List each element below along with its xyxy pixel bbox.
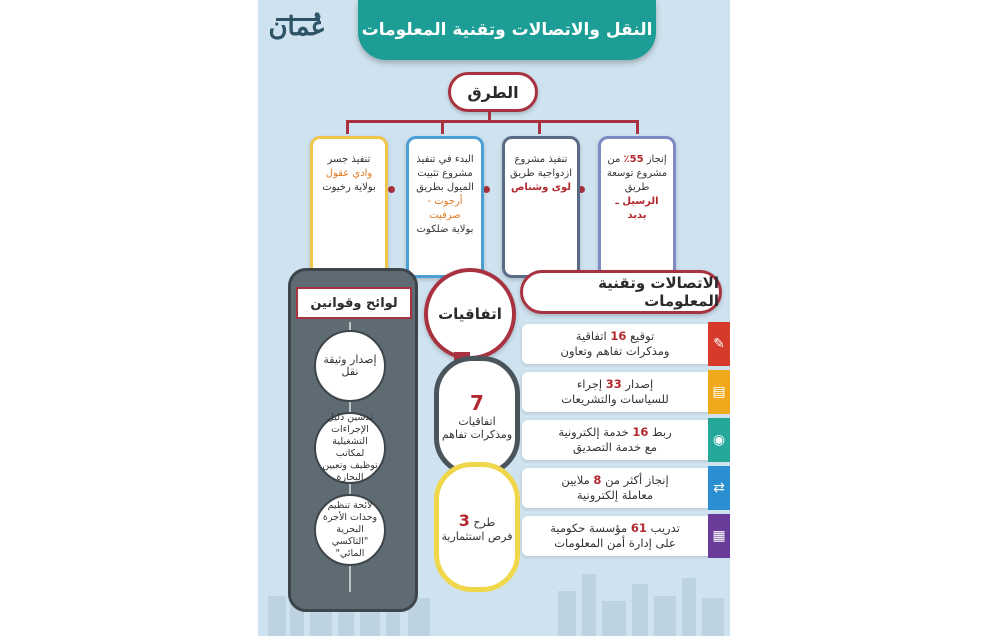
row-number: 16 [632,425,649,439]
card-place: لوى وشناص [510,182,571,193]
ict-row [522,468,708,508]
row-text: إنجاز أكثر من [601,473,669,487]
investment-text: فرص استثمارية [441,530,513,543]
row-text: توقيع [626,329,655,343]
roads-card-dhalkut [406,136,484,278]
connector-line [346,120,638,123]
connector-line [441,120,444,134]
row-number: 8 [593,473,602,487]
law-item: لائحة تنظيم وحدات الأجرة البحرية "التاكسي المائي" [314,494,386,566]
ict-row [522,324,708,364]
row-text: خدمة إلكترونية [558,425,633,439]
card-number: 55٪ [623,154,644,165]
card-place: وادي عقول [325,168,373,179]
row-text: ربط [648,425,672,439]
newspaper-logo: عُمان [268,12,326,42]
connector-dot [483,186,490,193]
building-icon: ▦ [708,514,730,558]
card-text: البدء في تنفيذ مشروع تثبيت الميول بطريق [416,154,474,193]
ict-row [522,420,708,460]
roads-card-rusail [598,136,676,278]
certificate-icon: ▤ [708,370,730,414]
agreements-heading: اتفاقيات [424,268,516,360]
connector-line [346,120,349,134]
transfer-icon: ⇄ [708,466,730,510]
investment-box [434,462,520,592]
connector-dot [388,186,395,193]
page-title: النقل والاتصالات وتقنية المعلومات [358,0,656,60]
card-text: تنفيذ مشروع ازدواجية طريق [509,154,572,179]
ict-row [522,372,708,412]
law-item: إصدار وثيقة نقل [314,330,386,402]
row-number: 16 [610,329,627,343]
roads-card-liwa [502,136,580,278]
connector-line [636,120,639,134]
card-text: من مشروع توسعة طريق [606,154,668,193]
agreements-box [434,356,520,476]
agreements-number: 7 [470,391,484,415]
row-text: ومذكرات تفاهم وتعاون [560,344,670,358]
investment-text: طرح [473,516,496,529]
row-text: للسياسات والتشريعات [561,392,669,406]
roads-card-rakhyut [310,136,388,278]
row-text: ملايين [561,473,594,487]
row-text: تدريب [646,521,680,535]
ict-row [522,516,708,556]
row-text: إصدار [621,377,654,391]
laws-heading: لوائح وقوانين [296,287,412,319]
card-text: بولاية رخيوت [322,182,376,193]
connector-line [488,110,491,120]
row-number: 61 [630,521,647,535]
card-text: إنجاز [643,154,667,165]
globe-icon: ◉ [708,418,730,462]
connector-line [538,120,541,134]
row-text: مع خدمة التصديق [572,440,658,454]
card-text: تنفيذ جسر [327,154,371,165]
row-text: إجراء [576,377,606,391]
row-number: 33 [605,377,622,391]
infographic-poster [258,0,730,636]
card-place: الرسيل ـ بدبد [615,196,659,221]
roads-heading: الطرق [448,72,538,112]
card-text: بولاية ضلكوت [416,224,474,235]
row-text: على إدارة أمن المعلومات [554,536,676,550]
ict-heading: الاتصالات وتقنية المعلومات [520,270,722,314]
card-place: أرجوت - صرفيت [427,196,463,221]
row-text: مؤسسة حكومية [550,521,631,535]
row-text: اتفاقية [575,329,611,343]
document-icon: ✎ [708,322,730,366]
row-text: معاملة إلكترونية [576,488,654,502]
investment-number: 3 [458,511,470,530]
agreements-text: اتفاقيات ومذكرات تفاهم [441,415,513,441]
law-item: تدشين دليل الإجراءات التشغيلية لمكاتب توظيف وتعيين البحارة [314,412,386,484]
